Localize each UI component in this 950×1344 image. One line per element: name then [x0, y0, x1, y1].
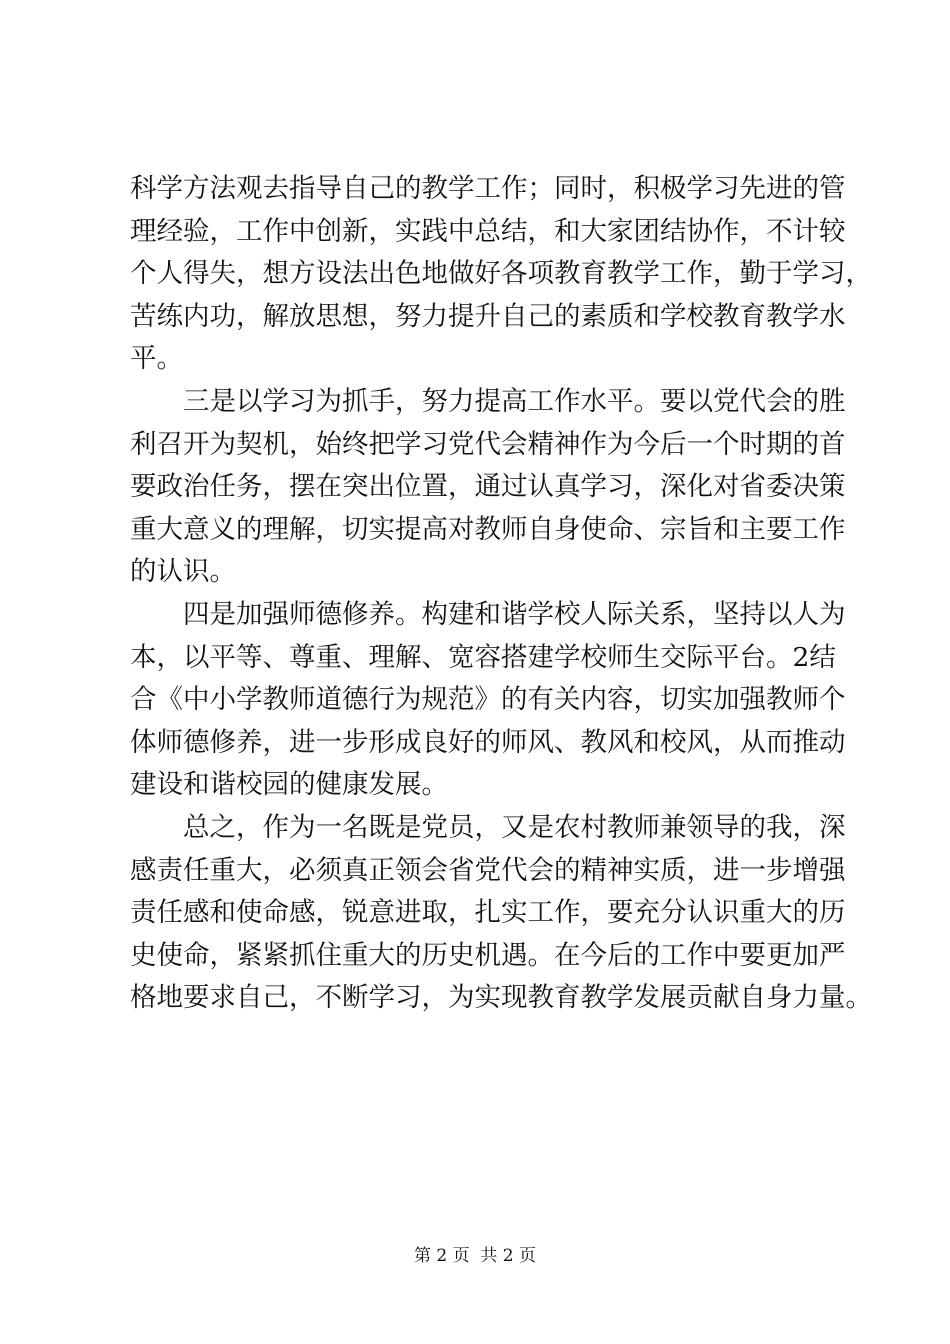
text-line: 格地要求自己，不断学习，为实现教育教学发展贡献自身力量。	[130, 982, 872, 1014]
paragraph-start-line: 四是加强师德修养。构建和谐学校人际关系，坚持以人为	[183, 598, 846, 630]
body-text	[130, 168, 872, 1020]
text-line: 责任感和使命感，锐意进取，扎实工作，要充分认识重大的历	[130, 897, 846, 929]
text-line: 体师德修养，进一步形成良好的师风、教风和校风，从而推动	[130, 726, 846, 758]
text-line: 理经验，工作中创新，实践中总结，和大家团结协作，不计较	[130, 215, 846, 247]
text-line: 苦练内功，解放思想，努力提升自己的素质和学校教育教学水	[130, 300, 846, 332]
text-line: 科学方法观去指导自己的教学工作；同时，积极学习先进的管	[130, 173, 846, 204]
page-number: 第 2 页 共 2 页	[413, 1246, 537, 1266]
paragraph-start-line: 三是以学习为抓手，努力提高工作水平。要以党代会的胜	[183, 385, 846, 417]
text-line: 平。	[130, 343, 183, 375]
text-line: 本，以平等、尊重、理解、宽容搭建学校师生交际平台。2结	[130, 641, 836, 673]
text-line: 建设和谐校园的健康发展。	[130, 769, 448, 801]
text-line: 的认识。	[130, 556, 236, 588]
text-line: 重大意义的理解，切实提高对教师自身使命、宗旨和主要工作	[130, 513, 846, 545]
text-line: 合《中小学教师道德行为规范》的有关内容，切实加强教师个	[130, 684, 846, 716]
text-line: 史使命，紧紧抓住重大的历史机遇。在今后的工作中要更加严	[130, 939, 846, 971]
paragraph-start-line: 总之，作为一名既是党员，又是农村教师兼领导的我，深	[183, 811, 846, 843]
text-line: 感责任重大，必须真正领会省党代会的精神实质，进一步增强	[130, 854, 846, 886]
text-line: 要政治任务，摆在突出位置，通过认真学习，深化对省委决策	[130, 471, 846, 503]
page-footer	[0, 1244, 950, 1268]
text-line: 利召开为契机，始终把学习党代会精神作为今后一个时期的首	[130, 428, 846, 460]
text-line: 个人得失，想方设法出色地做好各项教育教学工作，勤于学习，	[130, 258, 872, 290]
